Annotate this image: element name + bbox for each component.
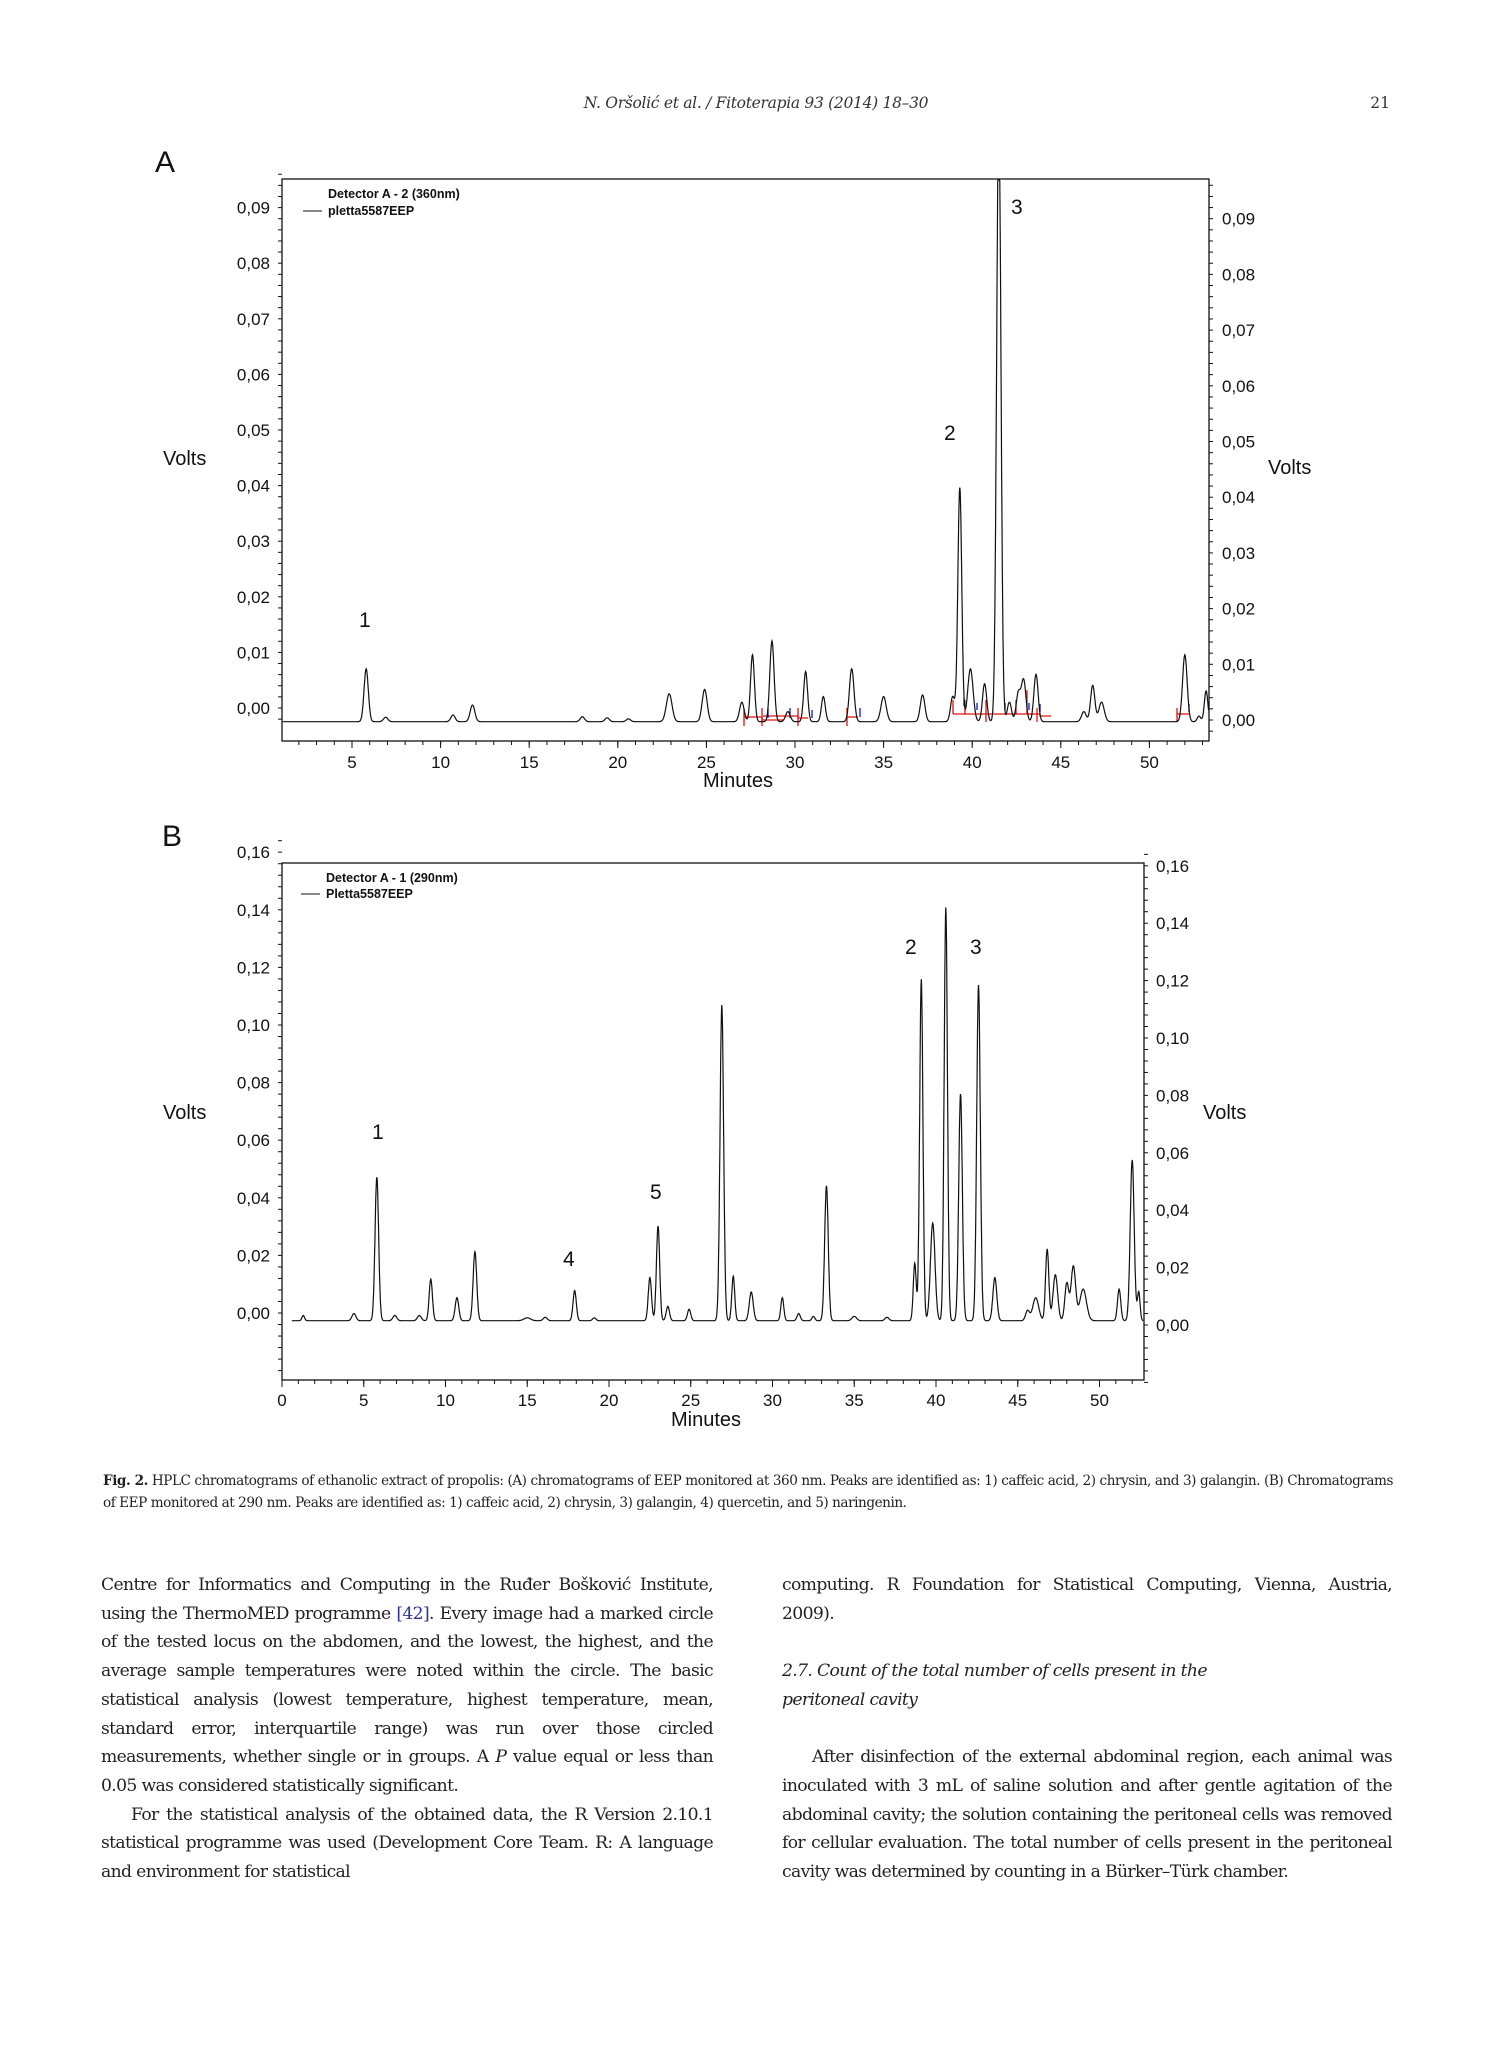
- chart-b-peak-label-4: 4: [563, 1248, 575, 1271]
- paragraph-text: Centre for Informatics and Computing in the Ruđer Bošković Institute, using the ThermoMED programme: [101, 1575, 713, 1624]
- chart-b: [163, 841, 1246, 1431]
- svg-text:0,03: 0,03: [236, 532, 270, 552]
- svg-text:0,00: 0,00: [1222, 711, 1256, 730]
- figure-caption-label: Fig. 2.: [103, 1473, 148, 1489]
- svg-text:0,16: 0,16: [1156, 856, 1190, 876]
- body-left-column: [101, 1571, 713, 1887]
- svg-text:0,06: 0,06: [1156, 1143, 1190, 1163]
- svg-text:40: 40: [962, 753, 982, 772]
- paragraph: computing. R Foundation for Statistical Computing, Vienna, Austria, 2009).: [782, 1575, 1392, 1624]
- svg-text:0,08: 0,08: [1222, 265, 1256, 285]
- svg-text:35: 35: [844, 1391, 864, 1410]
- svg-text:0,09: 0,09: [1222, 209, 1256, 229]
- svg-text:0,02: 0,02: [1156, 1258, 1190, 1278]
- svg-text:45: 45: [1051, 753, 1071, 772]
- chart-b-trace: [292, 907, 1144, 1320]
- chart-a-xlabel: Minutes: [702, 770, 774, 792]
- paragraph: After disinfection of the external abdominal region, each animal was inoculated with 3 mL of saline solution and after gentle agitation of the abdominal cavity; the solution containing the peritoneal cells was removed for cellular evaluation. The total number of cells present in the peritoneal cavity was determined by counting in a Bürker–Türk chamber.: [782, 1747, 1392, 1882]
- svg-text:0: 0: [277, 1391, 287, 1410]
- svg-text:0,01: 0,01: [1222, 655, 1256, 675]
- chart-b-x-ticks: [277, 1380, 1109, 1410]
- reference-link-42[interactable]: [42]: [396, 1603, 429, 1624]
- chart-a-trace: [283, 180, 1209, 722]
- chart-a-peak-label-2: 2: [944, 422, 956, 445]
- svg-text:45: 45: [1008, 1391, 1028, 1410]
- chart-a: [163, 174, 1311, 792]
- svg-text:30: 30: [785, 753, 805, 772]
- paragraph: [101, 1571, 713, 1801]
- chart-b-ylabel-left: Volts: [163, 1102, 207, 1124]
- svg-text:15: 15: [519, 753, 539, 772]
- svg-text:0,08: 0,08: [236, 1073, 270, 1093]
- svg-text:0,14: 0,14: [236, 900, 270, 920]
- chart-a-x-ticks: [347, 741, 1159, 772]
- figure-caption-text: HPLC chromatograms of ethanolic extract of propolis: (A) chromatograms of EEP monitored at 360 nm. Peaks are identified as: 1) caffeic acid, 2) chrysin, and 3) galangin. (B) Chromatograms of EEP monitored at 290 nm. Peaks are identified as: 1) caffeic acid, 2) chrysin, 3) galangin, 4) quercetin, and 5) naringenin.: [103, 1473, 1393, 1511]
- chart-b-peak-label-1: 1: [372, 1121, 384, 1144]
- svg-text:0,07: 0,07: [1222, 321, 1256, 341]
- svg-text:0,04: 0,04: [236, 1188, 270, 1208]
- svg-text:0,03: 0,03: [1222, 543, 1256, 563]
- svg-text:50: 50: [1139, 753, 1159, 772]
- svg-text:0,06: 0,06: [1222, 376, 1256, 396]
- chart-b-peak-label-2: 2: [905, 936, 917, 959]
- paragraph: For the statistical analysis of the obtained data, the R Version 2.10.1 statistical programme was used (Development Core Team. R: A language and environment for statistical: [101, 1804, 713, 1883]
- svg-text:0,04: 0,04: [1222, 488, 1256, 508]
- chart-b-peak-label-3: 3: [970, 936, 982, 959]
- svg-text:0,08: 0,08: [1156, 1086, 1190, 1106]
- svg-text:0,04: 0,04: [236, 476, 270, 496]
- svg-text:0,01: 0,01: [236, 643, 270, 663]
- svg-text:0,04: 0,04: [1156, 1201, 1190, 1221]
- svg-text:0,07: 0,07: [236, 309, 270, 329]
- svg-text:0,09: 0,09: [236, 198, 270, 218]
- chart-a-ylabel-right: Volts: [1268, 457, 1312, 479]
- svg-text:0,12: 0,12: [1156, 971, 1190, 991]
- body-right-column: [782, 1571, 1392, 1887]
- p-value-symbol: P: [495, 1747, 507, 1768]
- svg-text:0,02: 0,02: [236, 1246, 270, 1266]
- running-head: N. Oršolić et al. / Fitoterapia 93 (2014) 18–30: [583, 94, 929, 112]
- chart-a-minor-ticks: [278, 174, 1213, 745]
- chart-b-minor-ticks: [278, 841, 1148, 1384]
- svg-text:25: 25: [696, 753, 716, 772]
- chart-b-legend-title: Detector A - 1 (290nm): [326, 871, 458, 885]
- svg-text:0,05: 0,05: [1222, 432, 1256, 452]
- chart-a-ylabel-left: Volts: [163, 448, 207, 470]
- svg-text:15: 15: [517, 1391, 537, 1410]
- svg-text:30: 30: [763, 1391, 782, 1410]
- chart-a-y-ticks-left: [237, 199, 270, 718]
- svg-text:0,06: 0,06: [236, 365, 270, 385]
- chart-a-legend-series: pletta5587EEP: [328, 204, 415, 218]
- svg-text:40: 40: [926, 1391, 946, 1410]
- chart-b-xlabel: Minutes: [670, 1409, 742, 1431]
- paragraph-text: value equal or less than 0.05 was considered statistically significant.: [101, 1747, 713, 1796]
- svg-text:0,10: 0,10: [1156, 1029, 1190, 1048]
- chart-b-y-ticks-left: [237, 843, 270, 1323]
- svg-text:20: 20: [599, 1391, 619, 1410]
- svg-text:10: 10: [436, 1391, 455, 1410]
- chart-a-y-ticks-right: [1222, 210, 1255, 730]
- svg-text:0,00: 0,00: [1156, 1316, 1190, 1335]
- svg-text:0,16: 0,16: [236, 843, 270, 863]
- chart-a-peak-label-1: 1: [359, 609, 371, 632]
- paragraph-text: . Every image had a marked circle of the tested locus on the abdomen, and the lowest, the highest, and the average sample temperatures were noted within the circle. The basic statistical analysis (lowest temperature, highest temperature, mean, standard error, interquartile range) was run over those circled measurements, whether single or in groups. A: [101, 1603, 713, 1768]
- svg-text:5: 5: [359, 1391, 369, 1410]
- chart-b-y-ticks-right: [1156, 857, 1189, 1335]
- chart-a-peak-label-3: 3: [1011, 196, 1023, 219]
- chart-a-legend-title: Detector A - 2 (360nm): [328, 187, 460, 201]
- chart-b-ylabel-right: Volts: [1203, 1102, 1247, 1124]
- svg-text:50: 50: [1090, 1391, 1109, 1410]
- svg-text:0,05: 0,05: [236, 421, 270, 440]
- svg-text:0,00: 0,00: [236, 699, 270, 718]
- section-heading: 2.7. Count of the total number of cells present in the peritoneal cavity: [782, 1661, 1207, 1710]
- svg-text:0,10: 0,10: [236, 1016, 270, 1035]
- chart-b-peak-label-5: 5: [650, 1181, 662, 1204]
- svg-text:35: 35: [874, 753, 894, 772]
- svg-text:10: 10: [431, 753, 451, 772]
- svg-text:25: 25: [681, 1391, 701, 1410]
- svg-text:0,12: 0,12: [236, 958, 270, 978]
- chart-b-frame: [282, 863, 1144, 1380]
- panel-letter-b: B: [162, 820, 183, 853]
- svg-text:20: 20: [608, 753, 628, 772]
- svg-text:0,00: 0,00: [236, 1304, 270, 1323]
- svg-text:0,08: 0,08: [236, 254, 270, 274]
- figure-caption: [103, 1470, 1393, 1514]
- page-number: 21: [1370, 94, 1390, 112]
- svg-text:0,06: 0,06: [236, 1131, 270, 1151]
- svg-text:5: 5: [347, 753, 357, 772]
- chart-b-legend-series: Pletta5587EEP: [326, 887, 413, 901]
- svg-text:0,02: 0,02: [236, 587, 270, 607]
- svg-text:0,14: 0,14: [1156, 914, 1190, 934]
- panel-letter-a: A: [155, 146, 176, 179]
- chart-a-frame: [282, 179, 1209, 741]
- svg-text:0,02: 0,02: [1222, 599, 1256, 619]
